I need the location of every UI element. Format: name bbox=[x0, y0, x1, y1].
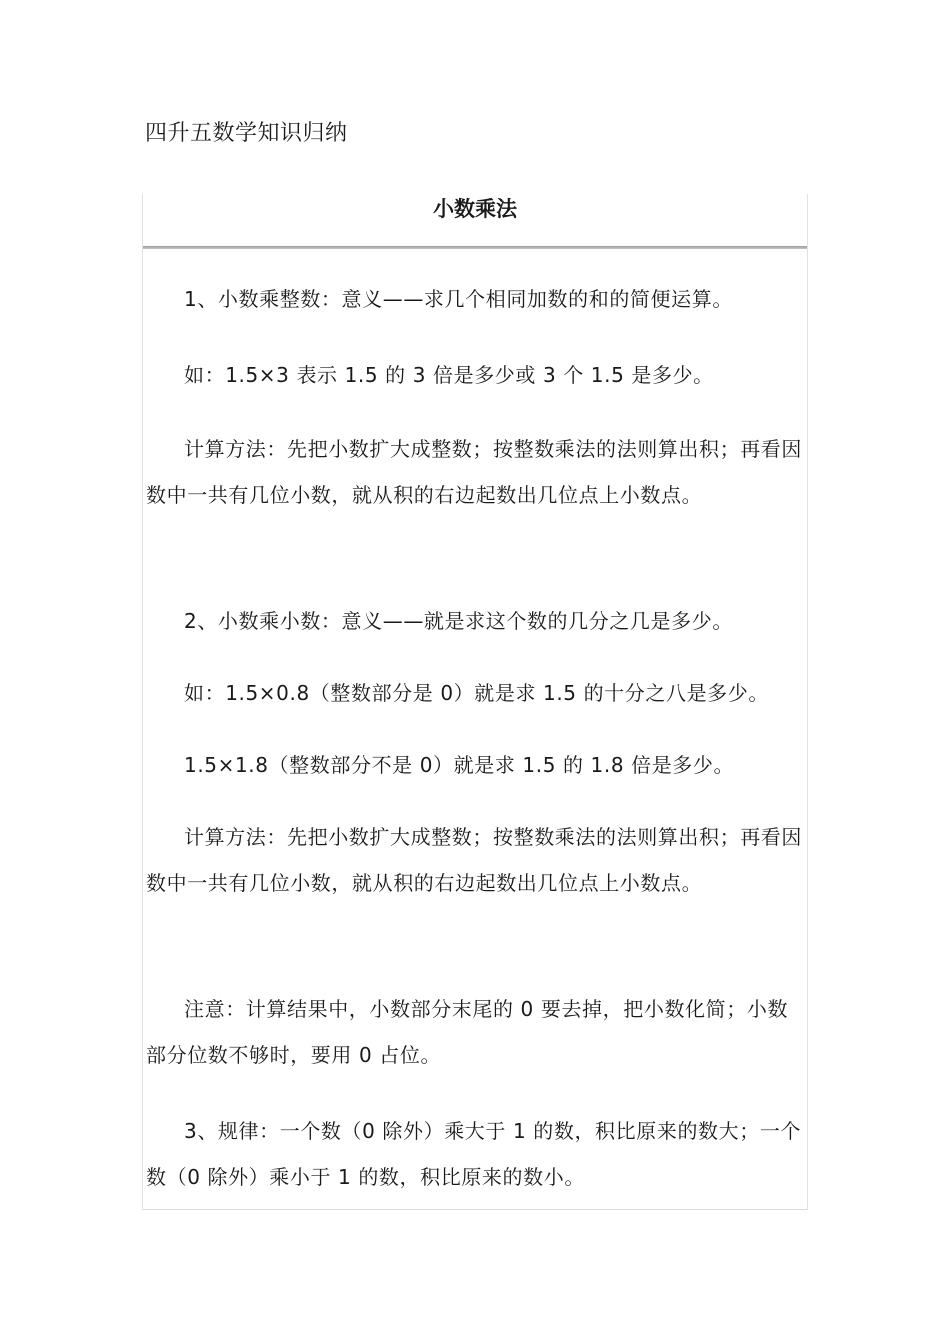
paragraph-rule-2: 2、小数乘小数：意义——就是求这个数的几分之几是多少。 bbox=[184, 609, 733, 633]
document-title: 四升五数学知识归纳 bbox=[145, 121, 348, 146]
paragraph-method-1: 计算方法：先把小数扩大成整数；按整数乘法的法则算出积；再看因数中一共有几位小数，就从积的右边起数出几位点上小数点。 bbox=[146, 437, 802, 507]
content-box bbox=[142, 194, 808, 1210]
paragraph-example-1: 如：1.5×3 表示 1.5 的 3 倍是多少或 3 个 1.5 是多少。 bbox=[184, 363, 714, 387]
section-heading: 小数乘法 bbox=[433, 197, 517, 221]
heading-divider bbox=[143, 246, 807, 249]
paragraph-rule-3: 3、规律：一个数（0 除外）乘大于 1 的数，积比原来的数大；一个数（0 除外）乘小于 1 的数，积比原来的数小。 bbox=[146, 1119, 802, 1189]
paragraph-example-3: 1.5×1.8（整数部分不是 0）就是求 1.5 的 1.8 倍是多少。 bbox=[184, 753, 735, 777]
paragraph-method-2: 计算方法：先把小数扩大成整数；按整数乘法的法则算出积；再看因数中一共有几位小数，就从积的右边起数出几位点上小数点。 bbox=[146, 825, 802, 895]
paragraph-example-2: 如：1.5×0.8（整数部分是 0）就是求 1.5 的十分之八是多少。 bbox=[184, 681, 769, 705]
paragraph-note: 注意：计算结果中，小数部分末尾的 0 要去掉，把小数化简；小数部分位数不够时，要用 0 占位。 bbox=[146, 997, 789, 1067]
paragraph-rule-1: 1、小数乘整数：意义——求几个相同加数的和的简便运算。 bbox=[184, 287, 733, 311]
